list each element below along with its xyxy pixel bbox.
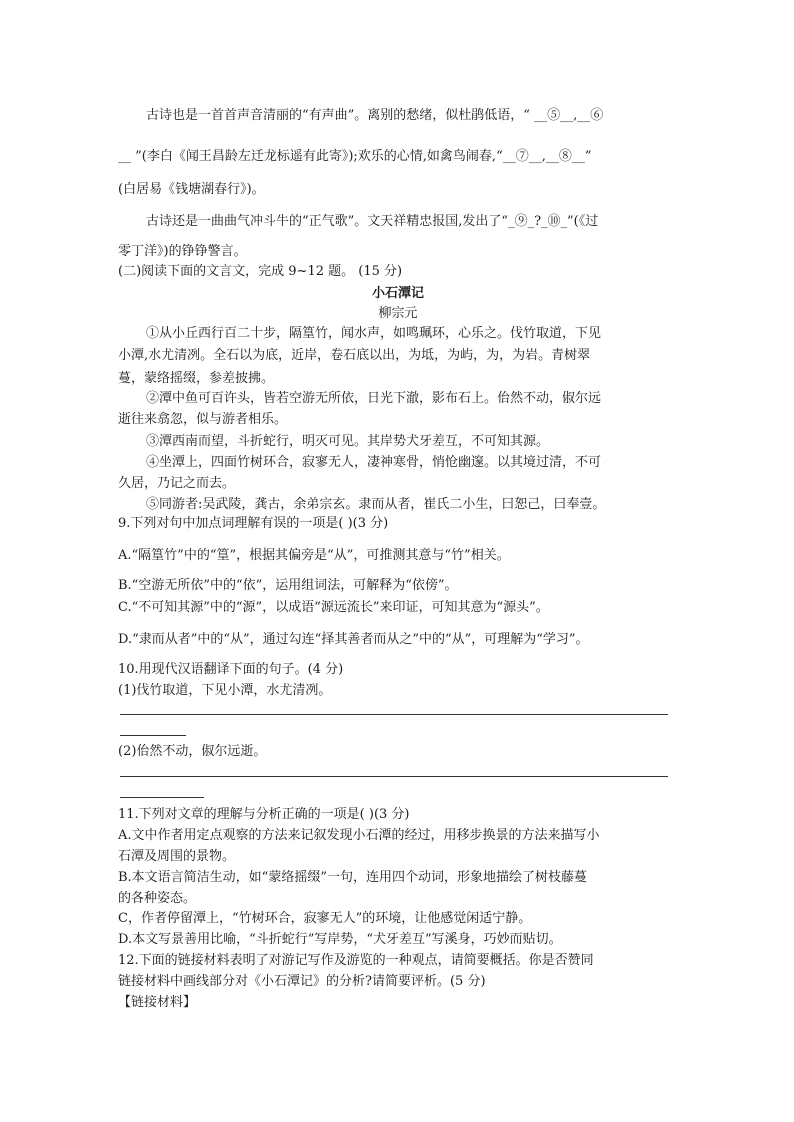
q10-sentence-1: (1)伐竹取道，下见小潭，水尤清冽。 [118,683,332,698]
q12-line2: 链接材料中画线部分对《小石潭记》的分析?请简要评析。(5 分) [118,974,486,989]
passage-p2-line1: ②潭中鱼可百许头，皆若空游无所依，日光下澈，影布石上。佁然不动，俶尔远 [146,391,602,406]
poem-para1-line2: __ ”(李白《闻王昌龄左迁龙标遥有此寄》);欢乐的心情,如禽鸟闹春,“__⑦__,__⑧__” [118,149,592,164]
answer-line [120,735,186,736]
q9-option-c: C.“不可知其源”中的“源”，以成语“源远流长”来印证，可知其意为“源头”。 [118,600,549,615]
q11-option-d: D.本文写景善用比喻，“斗折蛇行”写岸势，“犬牙差互”写溪身，巧妙而贴切。 [118,932,562,947]
q9-option-d: D.“隶而从者”中的“从”，通过勾连“择其善者而从之”中的“从”，可理解为“学习”。 [118,632,589,647]
q11-option-c: C，作者停留潭上，“竹树环合，寂寥无人”的环境，让他感觉闲适宁静。 [118,911,532,926]
answer-line [120,714,668,715]
passage-p1-line1: ①从小丘西行百二十步，隔篁竹，闻水声，如鸣珮环，心乐之。伐竹取道，下见 [146,326,602,341]
passage-p4-line2: 久居，乃记之而去。 [118,476,236,491]
passage-p4-line1: ④坐潭上，四面竹树环合，寂寥无人，凄神寒骨，悄怆幽邃。以其境过清，不可 [146,455,602,470]
passage-p1-line2: 小潭,水尤清冽。全石以为底，近岸，卷石底以出，为坻，为屿，为，为岩。青树翠 [118,348,591,363]
passage-p1-line3: 蔓，蒙络摇缀，参差披拂。 [118,371,275,386]
q10-sentence-2: (2)佁然不动，俶尔远逝。 [118,744,267,759]
q9-stem: 9.下列对句中加点词理解有误的一项是( )(3 分) [118,516,389,531]
q11-option-a-line2: 石潭及周围的景物。 [118,849,236,864]
q11-option-b-line1: B.本文语言简洁生动，如“蒙络摇缀”一句，连用四个动词，形象地描绘了树枝藤蔓 [118,870,587,885]
passage-p5-line1: ⑤同游者:吴武陵，龚古，余弟宗玄。隶而从者，崔氏二小生，曰恕己，曰奉壹。 [146,497,606,512]
poem-para2-line1: 古诗还是一曲曲气冲斗牛的“正气歌”。文天祥精忠报国,发出了“_⑨_?_⑩_”(《过 [146,214,599,229]
passage-p2-line2: 逝往来翕忽，似与游者相乐。 [118,412,288,427]
reading-intro: (二)阅读下面的文言文，完成 9~12 题。 (15 分) [118,264,403,279]
poem-para1-line1: 古诗也是一首首声音清丽的“有声曲”。离别的愁绪，似杜鹃低语，“ __⑤__,__⑥ [146,108,604,123]
q12-line1: 12.下面的链接材料表明了对游记写作及游览的一种观点，请简要概括。你是否赞同 [118,953,594,968]
poem-para1-line3: (白居易《钱塘湖春行》)。 [118,182,265,197]
link-material-label: 【链接材料】 [118,995,197,1010]
q9-option-b: B.“空游无所依”中的“依”，运用组词法，可解释为“依傍”。 [118,578,458,593]
passage-title: 小石潭记 [371,286,424,301]
q11-option-b-line2: 的各种姿态。 [118,891,197,906]
q11-option-a-line1: A.文中作者用定点观察的方法来记叙发现小石潭的经过，用移步换景的方法来描写小 [118,828,600,843]
answer-line [120,776,668,777]
answer-line [120,797,204,798]
poem-para2-line2: 零丁洋》)的铮铮警言。 [118,244,247,259]
passage-author: 柳宗元 [378,306,418,321]
q11-stem: 11.下列对文章的理解与分析正确的一项是( )(3 分) [118,807,410,822]
passage-p3-line1: ③潭西南而望，斗折蛇行，明灭可见。其岸势犬牙差互，不可知其源。 [146,434,550,449]
q10-stem: 10.用现代汉语翻译下面的句子。(4 分) [118,662,344,677]
q9-option-a: A.“隔篁竹”中的“篁”，根据其偏旁是“从”，可推测其意与“竹”相关。 [118,548,510,563]
